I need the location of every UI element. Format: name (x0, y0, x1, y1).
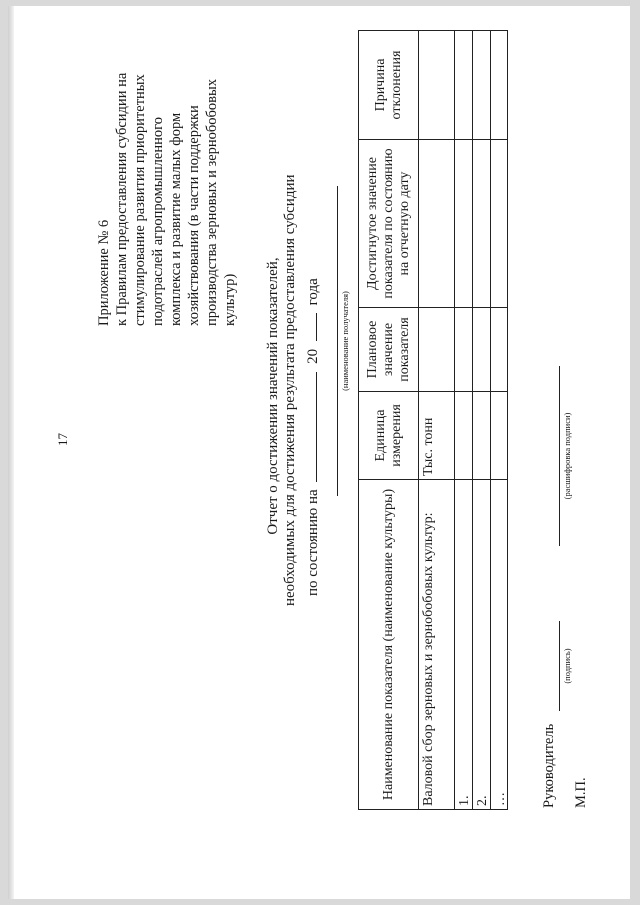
row-name-cell: 2. (473, 479, 491, 809)
header-deviation-reason: Причина отклонения (359, 31, 419, 139)
appendix-line: подотраслей агропромышленного (150, 117, 166, 326)
recipient-caption: (наименование получателя) (340, 291, 350, 391)
scanned-page (8, 6, 630, 899)
row-achieved-cell (419, 139, 455, 307)
row-unit-cell (455, 391, 473, 479)
signature-caption: (подпись) (562, 648, 572, 684)
year-blank (303, 313, 317, 341)
header-planned-value: Плановое значение показателя (359, 307, 419, 391)
appendix-line: производства зерновых и зернобобовых (204, 79, 220, 326)
row-planned-cell (455, 307, 473, 391)
row-achieved-cell (491, 139, 507, 307)
report-title-line: Отчет о достижении значений показателей, (265, 257, 281, 535)
header-unit: Единица измерения (359, 391, 419, 479)
appendix-line: к Правилам предоставления субсидии на (114, 72, 130, 326)
rotated-content (13, 6, 613, 896)
row-achieved-cell (455, 139, 473, 307)
year-suffix: года (305, 278, 321, 306)
header-indicator-name: Наименование показателя (наименование культуры) (359, 479, 419, 809)
row-unit-cell: Тыс. тонн (419, 391, 455, 479)
date-blank (303, 372, 317, 482)
row-planned-cell (419, 307, 455, 391)
appendix-line: культур) (222, 273, 238, 326)
appendix-line: Приложение № 6 (96, 219, 112, 326)
recipient-blank (337, 186, 338, 496)
row-planned-cell (473, 307, 491, 391)
page-number: 17 (55, 433, 70, 446)
appendix-line: стимулирование развития приоритетных (132, 74, 148, 326)
report-title (265, 174, 299, 606)
row-reason-cell (455, 31, 473, 139)
head-label: Руководитель (541, 723, 557, 808)
as-of-line (303, 6, 322, 596)
appendix-block (95, 6, 239, 326)
row-name-cell: Валовой сбор зерновых и зернобобовых культур: (419, 479, 455, 809)
appendix-line: комплекса и развитие малых форм (168, 112, 184, 326)
row-achieved-cell (473, 139, 491, 307)
name-decode-caption: (расшифровка подписи) (562, 412, 572, 500)
row-unit-cell (491, 391, 507, 479)
signature-blank (559, 621, 560, 711)
name-decode-blank (559, 366, 560, 546)
row-name-cell: 1. (455, 479, 473, 809)
row-reason-cell (491, 31, 507, 139)
appendix-line: хозяйствования (в части поддержки (186, 105, 202, 326)
row-reason-cell (419, 31, 455, 139)
stamp-label: М.П. (573, 777, 589, 808)
row-planned-cell (491, 307, 507, 391)
row-name-cell: … (491, 479, 507, 809)
indicators-table (358, 30, 508, 810)
report-title-line: необходимых для достижения результата предоставления субсидии (282, 174, 298, 606)
row-reason-cell (473, 31, 491, 139)
as-of-prefix: по состоянию на (305, 489, 321, 596)
header-achieved-value: Достигнутое значение показателя по состоянию на отчетную дату (359, 139, 419, 307)
row-unit-cell (473, 391, 491, 479)
year-prefix: 20 (305, 348, 321, 364)
